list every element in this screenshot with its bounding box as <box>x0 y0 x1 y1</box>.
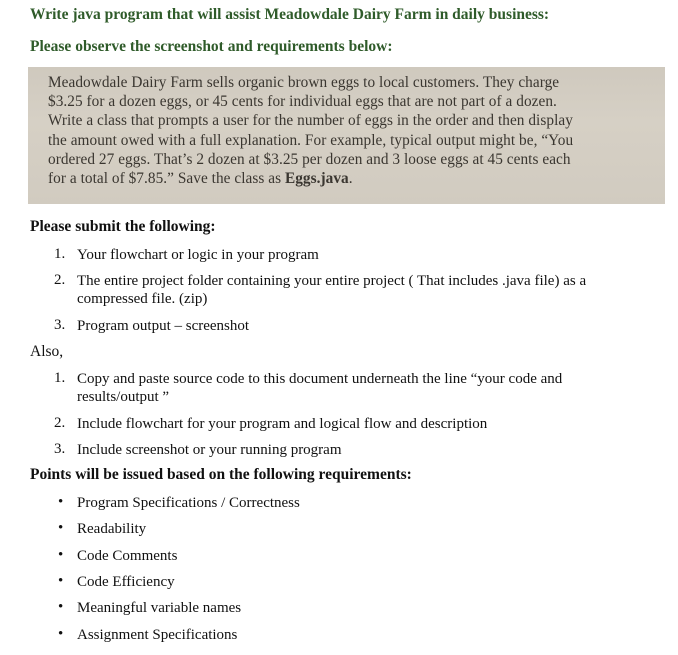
bullet-item: Readability <box>77 521 147 537</box>
list-item-cont: compressed file. (zip) <box>77 291 208 307</box>
bullet-icon: • <box>58 626 64 642</box>
bullet-item: Code Comments <box>77 548 178 564</box>
bullet-icon: • <box>58 547 64 563</box>
page-title: Write java program that will assist Meadowdale Dairy Farm in daily business: <box>30 6 550 23</box>
bullet-item: Program Specifications / Correctness <box>77 495 300 511</box>
bullet-icon: • <box>58 599 64 615</box>
photo-line: Write a class that prompts a user for the number of eggs in the order and then display <box>48 112 573 130</box>
points-heading: Points will be issued based on the following requirements: <box>30 466 412 483</box>
bullet-item: Assignment Specifications <box>77 627 238 643</box>
photo-line: the amount owed with a full explanation. For example, typical output might be, “You <box>48 131 574 149</box>
photo-line: Meadowdale Dairy Farm sells organic brown eggs to local customers. They charge <box>48 74 560 91</box>
photo-line: $3.25 for a dozen eggs, or 45 cents for individual eggs that are not part of a dozen. <box>48 93 557 111</box>
list-number: 1. <box>54 246 66 262</box>
list-number: 2. <box>54 272 66 288</box>
list-item: Copy and paste source code to this document underneath the line “your code and <box>77 371 563 387</box>
list-item: Include screenshot or your running program <box>77 442 342 458</box>
list-item: Program output – screenshot <box>77 318 250 334</box>
bullet-item: Meaningful variable names <box>77 600 242 616</box>
list-number: 3. <box>54 441 66 457</box>
photo-line-last <box>48 169 648 188</box>
bullet-icon: • <box>58 520 64 536</box>
list-item: Your flowchart or logic in your program <box>77 247 319 263</box>
submit-heading: Please submit the following: <box>30 218 216 235</box>
list-item: The entire project folder containing your entire project ( That includes .java file) as a <box>77 273 587 289</box>
photo-filename: Eggs.java <box>284 170 349 188</box>
photo-last-suffix: . <box>348 170 353 188</box>
photo-last-prefix: for a total of $7.85.” Save the class as <box>48 170 285 188</box>
bullet-icon: • <box>58 573 64 589</box>
list-number: 2. <box>54 415 66 431</box>
also-label: Also, <box>30 343 64 360</box>
photo-text <box>48 73 648 188</box>
list-number: 3. <box>54 317 66 333</box>
bullet-icon: • <box>58 494 64 510</box>
textbook-photo <box>28 67 665 204</box>
list-item: Include flowchart for your program and logical flow and description <box>77 416 488 432</box>
list-item-cont: results/output ” <box>77 389 170 405</box>
page-subtitle: Please observe the screenshot and requirements below: <box>30 38 393 55</box>
list-number: 1. <box>54 370 66 386</box>
photo-line: ordered 27 eggs. That’s 2 dozen at $3.25 per dozen and 3 loose eggs at 45 cents each <box>48 150 571 168</box>
bullet-item: Code Efficiency <box>77 574 175 590</box>
